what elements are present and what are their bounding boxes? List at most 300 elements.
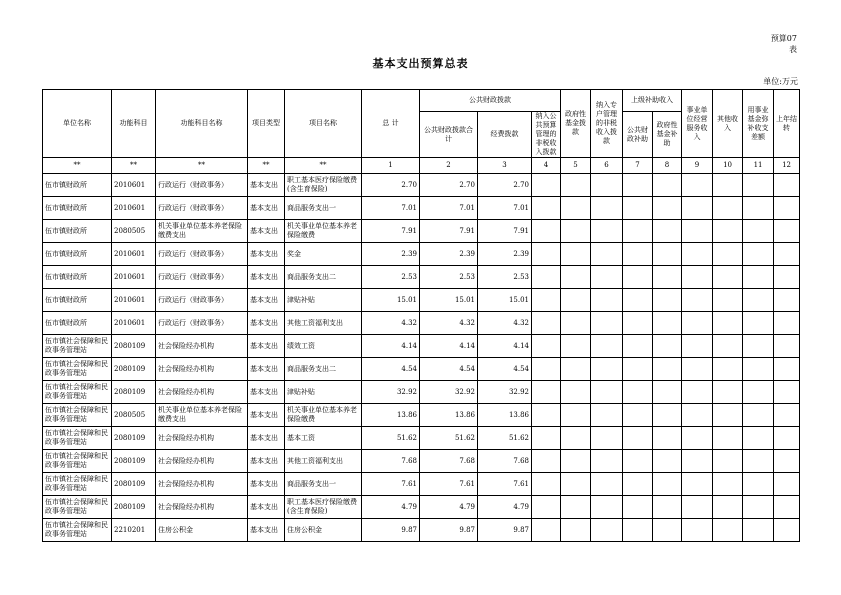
cell-empty (774, 197, 800, 220)
cell-func-code: 2010601 (112, 174, 156, 197)
cell-empty (682, 519, 713, 542)
cell-item-type: 基本支出 (248, 174, 285, 197)
cell-empty (743, 220, 774, 243)
cell-empty (774, 312, 800, 335)
cell-item-name: 商品服务支出一 (285, 473, 362, 496)
cell-unit-name: 伍市镇财政所 (43, 312, 112, 335)
cell-empty (774, 289, 800, 312)
cell-empty (743, 243, 774, 266)
cell-empty (774, 335, 800, 358)
cell-total: 2.70 (362, 174, 420, 197)
header-nontax: 纳入公共预算管理的非税收入拨款 (532, 112, 561, 158)
cell-empty (561, 335, 591, 358)
cell-empty (653, 335, 682, 358)
cell-public-funds: 2.53 (420, 266, 478, 289)
cell-empty (682, 496, 713, 519)
cell-total: 4.79 (362, 496, 420, 519)
cell-func-name: 住房公积金 (156, 519, 248, 542)
cell-empty (532, 450, 561, 473)
table-row (43, 519, 800, 542)
cell-empty (532, 381, 561, 404)
cell-public-funds: 7.01 (420, 197, 478, 220)
cell-func-code: 2010601 (112, 312, 156, 335)
table-row (43, 335, 800, 358)
cell-empty (743, 197, 774, 220)
cell-empty (561, 381, 591, 404)
table-row (43, 289, 800, 312)
cell-total: 4.54 (362, 358, 420, 381)
cell-item-type: 基本支出 (248, 335, 285, 358)
cell-empty (682, 335, 713, 358)
cell-empty (743, 358, 774, 381)
cell-item-name: 奖金 (285, 243, 362, 266)
cell-unit-name: 伍市镇社会保障和民政事务管理站 (43, 519, 112, 542)
index-row (43, 158, 800, 174)
cell-empty (532, 473, 561, 496)
cell-fees: 7.01 (478, 197, 532, 220)
index-cell: 2 (420, 158, 478, 174)
cell-func-code: 2080109 (112, 358, 156, 381)
cell-empty (561, 473, 591, 496)
cell-public-funds: 2.70 (420, 174, 478, 197)
cell-empty (591, 381, 623, 404)
cell-unit-name: 伍市镇社会保障和民政事务管理站 (43, 450, 112, 473)
cell-empty (591, 496, 623, 519)
cell-empty (591, 450, 623, 473)
index-cell: 3 (478, 158, 532, 174)
cell-empty (623, 266, 653, 289)
cell-empty (743, 381, 774, 404)
table-row (43, 496, 800, 519)
cell-func-name: 行政运行（财政事务） (156, 312, 248, 335)
cell-public-funds: 4.54 (420, 358, 478, 381)
cell-fees: 4.54 (478, 358, 532, 381)
cell-empty (653, 496, 682, 519)
cell-empty (623, 174, 653, 197)
cell-empty (653, 381, 682, 404)
cell-func-code: 2010601 (112, 197, 156, 220)
cell-empty (713, 496, 743, 519)
cell-empty (561, 427, 591, 450)
table-row (43, 427, 800, 450)
cell-empty (713, 427, 743, 450)
cell-empty (774, 358, 800, 381)
cell-empty (623, 473, 653, 496)
cell-empty (532, 312, 561, 335)
cell-empty (713, 197, 743, 220)
cell-item-type: 基本支出 (248, 473, 285, 496)
cell-empty (682, 450, 713, 473)
index-cell: ** (156, 158, 248, 174)
cell-unit-name: 伍市镇财政所 (43, 174, 112, 197)
cell-empty (653, 358, 682, 381)
header-special-nontax: 纳入专户管理的非税收入拨款 (591, 90, 623, 158)
cell-empty (653, 174, 682, 197)
cell-empty (623, 220, 653, 243)
cell-item-type: 基本支出 (248, 496, 285, 519)
cell-empty (653, 289, 682, 312)
cell-unit-name: 伍市镇社会保障和民政事务管理站 (43, 335, 112, 358)
cell-empty (774, 496, 800, 519)
cell-total: 15.01 (362, 289, 420, 312)
cell-fees: 4.32 (478, 312, 532, 335)
cell-empty (561, 220, 591, 243)
cell-total: 7.68 (362, 450, 420, 473)
cell-fees: 15.01 (478, 289, 532, 312)
cell-item-type: 基本支出 (248, 427, 285, 450)
cell-empty (774, 381, 800, 404)
cell-public-funds: 13.86 (420, 404, 478, 427)
cell-item-name: 职工基本医疗保险缴费(含生育保险) (285, 174, 362, 197)
cell-unit-name: 伍市镇社会保障和民政事务管理站 (43, 404, 112, 427)
cell-item-name: 其他工资福利支出 (285, 312, 362, 335)
cell-unit-name: 伍市镇社会保障和民政事务管理站 (43, 496, 112, 519)
cell-empty (682, 358, 713, 381)
cell-empty (682, 289, 713, 312)
cell-item-name: 绩效工资 (285, 335, 362, 358)
cell-total: 4.14 (362, 335, 420, 358)
cell-empty (591, 289, 623, 312)
cell-empty (623, 381, 653, 404)
cell-fees: 2.53 (478, 266, 532, 289)
cell-empty (682, 381, 713, 404)
cell-fees: 9.87 (478, 519, 532, 542)
cell-unit-name: 伍市镇财政所 (43, 243, 112, 266)
table-row (43, 174, 800, 197)
header-superior-public: 公共财政补助 (623, 112, 653, 158)
cell-empty (561, 243, 591, 266)
cell-func-code: 2010601 (112, 243, 156, 266)
table-row (43, 404, 800, 427)
cell-item-type: 基本支出 (248, 243, 285, 266)
cell-empty (743, 496, 774, 519)
cell-empty (532, 358, 561, 381)
cell-empty (743, 289, 774, 312)
cell-empty (532, 174, 561, 197)
cell-empty (591, 335, 623, 358)
cell-empty (713, 381, 743, 404)
cell-empty (774, 174, 800, 197)
cell-func-name: 行政运行（财政事务） (156, 243, 248, 266)
cell-total: 13.86 (362, 404, 420, 427)
header-superior-fund: 政府性基金补助 (653, 112, 682, 158)
cell-empty (653, 220, 682, 243)
cell-item-type: 基本支出 (248, 312, 285, 335)
cell-public-funds: 7.61 (420, 473, 478, 496)
cell-empty (591, 358, 623, 381)
cell-unit-name: 伍市镇财政所 (43, 197, 112, 220)
header-public-funds: 公共财政拨款合计 (420, 112, 478, 158)
cell-empty (653, 427, 682, 450)
cell-func-code: 2080109 (112, 381, 156, 404)
cell-empty (653, 519, 682, 542)
cell-total: 2.53 (362, 266, 420, 289)
cell-empty (561, 197, 591, 220)
cell-empty (682, 220, 713, 243)
cell-item-type: 基本支出 (248, 450, 285, 473)
cell-func-code: 2210201 (112, 519, 156, 542)
cell-public-funds: 15.01 (420, 289, 478, 312)
index-cell: ** (43, 158, 112, 174)
cell-func-code: 2010601 (112, 289, 156, 312)
cell-empty (653, 312, 682, 335)
cell-empty (743, 519, 774, 542)
cell-empty (591, 220, 623, 243)
cell-empty (561, 289, 591, 312)
cell-empty (623, 358, 653, 381)
cell-empty (713, 289, 743, 312)
cell-empty (653, 404, 682, 427)
cell-empty (682, 197, 713, 220)
cell-total: 4.32 (362, 312, 420, 335)
cell-public-funds: 4.79 (420, 496, 478, 519)
cell-item-name: 基本工资 (285, 427, 362, 450)
cell-empty (713, 243, 743, 266)
table-row (43, 243, 800, 266)
cell-item-type: 基本支出 (248, 381, 285, 404)
cell-func-name: 社会保险经办机构 (156, 496, 248, 519)
cell-empty (561, 496, 591, 519)
cell-empty (532, 289, 561, 312)
cell-empty (774, 243, 800, 266)
header-other: 其他收入 (713, 90, 743, 158)
index-cell: 7 (623, 158, 653, 174)
page-title: 基本支出预算总表 (372, 57, 469, 70)
header-func-code: 功能科目 (112, 90, 156, 158)
cell-empty (532, 496, 561, 519)
cell-total: 7.61 (362, 473, 420, 496)
cell-empty (623, 496, 653, 519)
cell-empty (532, 266, 561, 289)
cell-fees: 7.68 (478, 450, 532, 473)
cell-empty (623, 335, 653, 358)
cell-item-name: 机关事业单位基本养老保险缴费 (285, 220, 362, 243)
cell-func-name: 行政运行（财政事务） (156, 197, 248, 220)
unit-label: 单位:万元 (763, 77, 798, 86)
table-body (43, 174, 800, 542)
cell-empty (743, 312, 774, 335)
cell-empty (532, 519, 561, 542)
cell-func-code: 2080109 (112, 427, 156, 450)
cell-public-funds: 9.87 (420, 519, 478, 542)
cell-total: 2.39 (362, 243, 420, 266)
cell-item-name: 津贴补贴 (285, 381, 362, 404)
cell-empty (532, 220, 561, 243)
cell-fees: 7.91 (478, 220, 532, 243)
cell-item-name: 其他工资福利支出 (285, 450, 362, 473)
cell-empty (682, 427, 713, 450)
cell-empty (591, 427, 623, 450)
cell-unit-name: 伍市镇社会保障和民政事务管理站 (43, 473, 112, 496)
cell-empty (713, 404, 743, 427)
cell-public-funds: 4.32 (420, 312, 478, 335)
index-cell: 6 (591, 158, 623, 174)
cell-fees: 4.79 (478, 496, 532, 519)
cell-empty (561, 358, 591, 381)
cell-empty (682, 312, 713, 335)
header-unit-name: 单位名称 (43, 90, 112, 158)
cell-total: 9.87 (362, 519, 420, 542)
cell-total: 7.91 (362, 220, 420, 243)
cell-func-name: 社会保险经办机构 (156, 450, 248, 473)
header-func-name: 功能科目名称 (156, 90, 248, 158)
cell-empty (623, 450, 653, 473)
cell-func-code: 2010601 (112, 266, 156, 289)
cell-total: 51.62 (362, 427, 420, 450)
cell-func-code: 2080109 (112, 473, 156, 496)
form-number (771, 33, 797, 55)
cell-item-name: 职工基本医疗保险缴费(含生育保险) (285, 496, 362, 519)
table-row (43, 358, 800, 381)
cell-empty (743, 174, 774, 197)
cell-func-name: 社会保险经办机构 (156, 381, 248, 404)
cell-empty (532, 335, 561, 358)
table-row (43, 450, 800, 473)
cell-empty (743, 335, 774, 358)
cell-empty (591, 266, 623, 289)
cell-empty (532, 197, 561, 220)
cell-func-code: 2080505 (112, 220, 156, 243)
cell-total: 7.01 (362, 197, 420, 220)
cell-func-name: 机关事业单位基本养老保险缴费支出 (156, 404, 248, 427)
header-fees: 经费拨款 (478, 112, 532, 158)
table-row (43, 266, 800, 289)
table-row (43, 473, 800, 496)
cell-unit-name: 伍市镇社会保障和民政事务管理站 (43, 427, 112, 450)
cell-fees: 32.92 (478, 381, 532, 404)
cell-item-type: 基本支出 (248, 289, 285, 312)
cell-empty (713, 266, 743, 289)
budget-table (42, 89, 800, 542)
cell-fees: 13.86 (478, 404, 532, 427)
cell-empty (653, 450, 682, 473)
index-cell: 12 (774, 158, 800, 174)
cell-item-type: 基本支出 (248, 197, 285, 220)
cell-item-name: 商品服务支出二 (285, 266, 362, 289)
cell-func-name: 行政运行（财政事务） (156, 289, 248, 312)
table-row (43, 197, 800, 220)
cell-empty (561, 312, 591, 335)
cell-empty (774, 220, 800, 243)
cell-empty (713, 312, 743, 335)
header-carryover: 上年结转 (774, 90, 800, 158)
cell-empty (682, 404, 713, 427)
index-cell: 10 (713, 158, 743, 174)
cell-fees: 2.39 (478, 243, 532, 266)
header-item-name: 项目名称 (285, 90, 362, 158)
cell-empty (591, 473, 623, 496)
cell-empty (623, 404, 653, 427)
form-number-line-2: 表 (789, 45, 797, 54)
cell-empty (713, 519, 743, 542)
index-cell: 11 (743, 158, 774, 174)
cell-func-name: 行政运行（财政事务） (156, 174, 248, 197)
index-cell: 5 (561, 158, 591, 174)
cell-empty (623, 243, 653, 266)
cell-empty (774, 266, 800, 289)
cell-empty (591, 197, 623, 220)
cell-func-name: 行政运行（财政事务） (156, 266, 248, 289)
header-total: 总 计 (362, 90, 420, 158)
table-row (43, 220, 800, 243)
index-cell: ** (112, 158, 156, 174)
cell-empty (653, 197, 682, 220)
cell-func-name: 社会保险经办机构 (156, 427, 248, 450)
index-cell: 1 (362, 158, 420, 174)
cell-fees: 4.14 (478, 335, 532, 358)
cell-unit-name: 伍市镇社会保障和民政事务管理站 (43, 358, 112, 381)
index-cell: ** (248, 158, 285, 174)
cell-total: 32.92 (362, 381, 420, 404)
cell-empty (623, 519, 653, 542)
cell-item-name: 商品服务支出二 (285, 358, 362, 381)
cell-empty (682, 174, 713, 197)
cell-empty (653, 243, 682, 266)
cell-item-type: 基本支出 (248, 266, 285, 289)
cell-empty (713, 174, 743, 197)
cell-empty (713, 335, 743, 358)
cell-public-funds: 4.14 (420, 335, 478, 358)
cell-empty (623, 197, 653, 220)
cell-empty (743, 450, 774, 473)
index-cell: 8 (653, 158, 682, 174)
cell-func-name: 社会保险经办机构 (156, 335, 248, 358)
cell-fees: 7.61 (478, 473, 532, 496)
cell-item-type: 基本支出 (248, 220, 285, 243)
cell-empty (653, 473, 682, 496)
cell-func-code: 2080109 (112, 335, 156, 358)
table-row (43, 312, 800, 335)
cell-empty (623, 312, 653, 335)
cell-empty (682, 243, 713, 266)
cell-empty (532, 243, 561, 266)
cell-func-code: 2080109 (112, 496, 156, 519)
cell-empty (774, 450, 800, 473)
cell-empty (743, 404, 774, 427)
cell-empty (561, 174, 591, 197)
cell-func-code: 2080109 (112, 450, 156, 473)
cell-public-funds: 2.39 (420, 243, 478, 266)
index-cell: ** (285, 158, 362, 174)
cell-unit-name: 伍市镇财政所 (43, 220, 112, 243)
cell-item-name: 商品服务支出一 (285, 197, 362, 220)
cell-empty (713, 358, 743, 381)
cell-empty (561, 519, 591, 542)
cell-public-funds: 51.62 (420, 427, 478, 450)
table-row (43, 381, 800, 404)
cell-fees: 2.70 (478, 174, 532, 197)
cell-func-code: 2080505 (112, 404, 156, 427)
cell-empty (591, 519, 623, 542)
cell-fees: 51.62 (478, 427, 532, 450)
cell-empty (591, 174, 623, 197)
header-balance: 用事业基金弥补收支差额 (743, 90, 774, 158)
cell-item-type: 基本支出 (248, 404, 285, 427)
cell-item-name: 住房公积金 (285, 519, 362, 542)
cell-empty (743, 427, 774, 450)
cell-empty (682, 473, 713, 496)
cell-public-funds: 7.91 (420, 220, 478, 243)
cell-unit-name: 伍市镇财政所 (43, 266, 112, 289)
cell-empty (774, 404, 800, 427)
cell-empty (532, 427, 561, 450)
form-number-line-1: 预算07 (770, 34, 797, 43)
cell-empty (713, 473, 743, 496)
cell-empty (561, 266, 591, 289)
header-public-group: 公共财政拨款 (420, 90, 561, 112)
cell-empty (591, 404, 623, 427)
cell-empty (561, 450, 591, 473)
